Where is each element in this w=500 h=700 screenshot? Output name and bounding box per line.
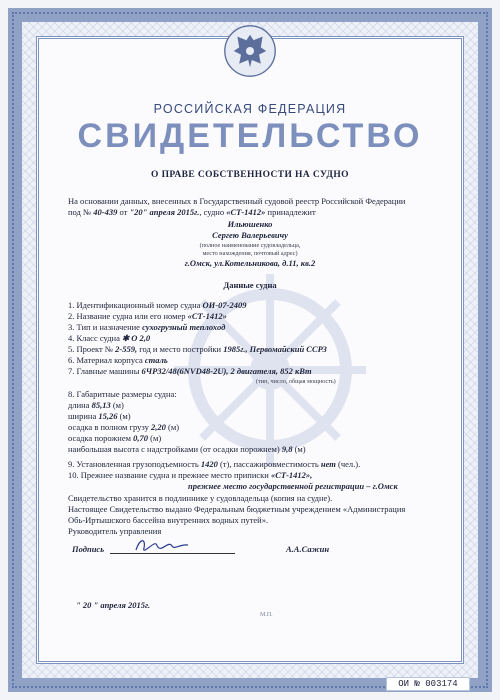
head-title: Руководитель управления xyxy=(68,526,162,536)
handwritten-signature xyxy=(132,536,192,556)
owner-name: Сергею Валерьевичу xyxy=(212,230,288,240)
owner-address: г.Омск, ул.Котельникова, д.11, кв.2 xyxy=(184,258,316,268)
signature-label: Подпись xyxy=(72,544,105,554)
signer-name: А.А.Сажин xyxy=(286,544,330,554)
draft-full-line: осадка в полном грузу 2,20 (м) xyxy=(68,422,180,432)
item-3: 3. Тип и назначение сухогрузный теплоход xyxy=(68,322,226,332)
owner-surname: Ильюшенко xyxy=(227,219,273,229)
item-6: 6. Материал корпуса сталь xyxy=(68,355,168,365)
width-line: ширина 15,26 (м) xyxy=(68,411,131,421)
item-10: 10. Прежнее название судна и прежнее место приписки «СТ-1412», xyxy=(68,470,313,480)
owner-note-2: место нахождения, почтовый адрес) xyxy=(202,250,298,257)
owner-note-1: (полное наименование судовладельца, xyxy=(199,242,301,249)
item-8-label: 8. Габаритные размеры судна: xyxy=(68,389,177,399)
country-name: РОССИЙСКАЯ ФЕДЕРАЦИЯ xyxy=(153,102,347,116)
item-7-note: (тип, число, общая мощность) xyxy=(256,378,336,385)
certificate-subtitle: О ПРАВЕ СОБСТВЕННОСТИ НА СУДНО xyxy=(151,170,349,180)
serial-number: ОИ № 003174 xyxy=(386,677,470,691)
item-7: 7. Главные машины 6ЧР32/48(6NVD48-2U), 2 двигателя, 852 кВт xyxy=(68,366,312,376)
intro-line-2: под № 40-439 от "20" апреля 2015г., судно «СТ-1412» принадлежит xyxy=(68,207,316,217)
seal-place-label: М.П. xyxy=(260,612,273,618)
item-10-previous-registration: прежнее место государственной регистрации – г.Омск xyxy=(188,481,398,491)
vessel-data-heading: Данные судна xyxy=(223,280,277,290)
issue-date: " 20 " апреля 2015г. xyxy=(76,600,151,610)
kept-note: Свидетельство хранится в подлиннике у судовладельца (копия на судне). xyxy=(68,493,333,503)
item-1: 1. Идентификационный номер судна ОИ-07-2409 xyxy=(68,300,247,310)
item-5: 5. Проект № 2-559, год и место постройки 1985г., Первомайский ССРЗ xyxy=(68,344,327,354)
draft-empty-line: осадка порожнем 0,70 (м) xyxy=(68,433,162,443)
item-4: 4. Класс судна ✱ О 2,0 xyxy=(68,333,151,343)
issued-line-1: Настоящее Свидетельство выдано Федеральным бюджетным учреждением «Администрация xyxy=(68,504,406,514)
issued-line-2: Обь-Иртышского бассейна внутренних водных путей». xyxy=(68,515,269,525)
certificate-title: СВИДЕТЕЛЬСТВО xyxy=(77,117,423,155)
length-line: длина 85,13 (м) xyxy=(68,400,124,410)
height-line: наибольшая высота с надстройками (от осадки порожнем) 9,8 (м) xyxy=(68,444,306,454)
item-2: 2. Название судна или его номер «СТ-1412» xyxy=(68,311,227,321)
intro-line-1: На основании данных, внесенных в Государственный судовой реестр Российской Федерации xyxy=(68,196,406,206)
coat-of-arms-icon xyxy=(223,24,277,78)
item-9: 9. Установленная грузоподъемность 1420 (т), пассажировместимость нет (чел.). xyxy=(68,459,361,469)
